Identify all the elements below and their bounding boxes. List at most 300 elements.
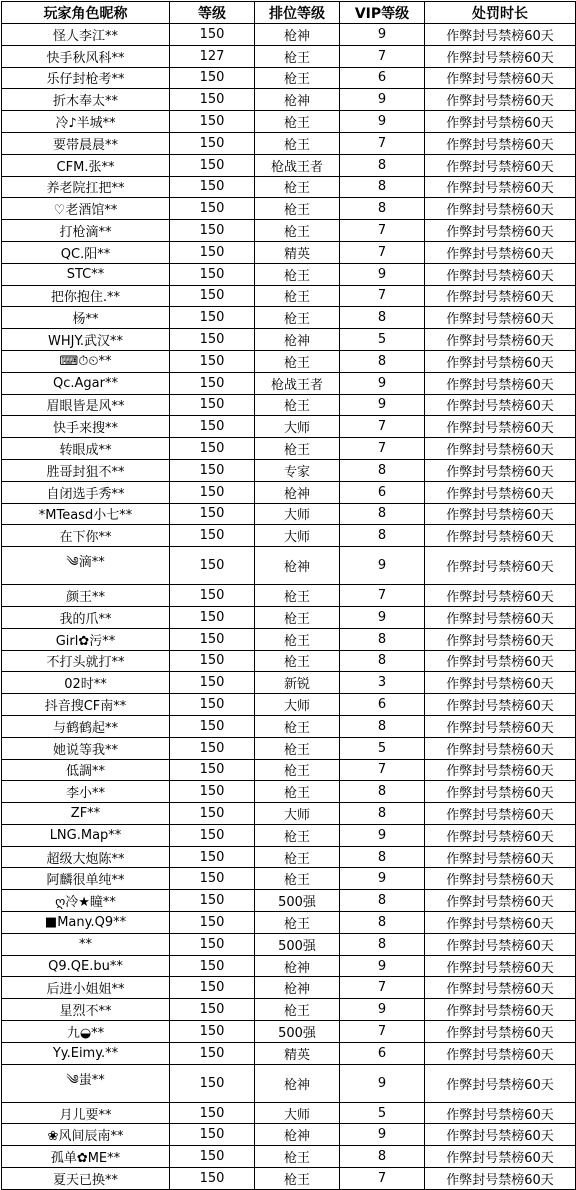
cell-level: 150 bbox=[170, 111, 255, 133]
cell-level: 150 bbox=[170, 650, 255, 672]
cell-level: 150 bbox=[170, 1102, 255, 1124]
cell-rank: 枪神 bbox=[255, 329, 340, 351]
cell-level: 150 bbox=[170, 868, 255, 890]
table-row bbox=[2, 999, 576, 1021]
cell-nickname: ** bbox=[2, 933, 170, 955]
cell-vip: 9 bbox=[340, 372, 425, 394]
cell-level: 150 bbox=[170, 606, 255, 628]
table-row bbox=[2, 154, 576, 176]
cell-vip: 9 bbox=[340, 111, 425, 133]
cell-nickname: 冷♪半城** bbox=[2, 111, 170, 133]
cell-penalty: 作弊封号禁榜60天 bbox=[425, 176, 576, 198]
cell-nickname: 阿麟很单纯** bbox=[2, 868, 170, 890]
cell-penalty: 作弊封号禁榜60天 bbox=[425, 803, 576, 825]
cell-rank: 枪王 bbox=[255, 132, 340, 154]
table-row bbox=[2, 394, 576, 416]
cell-vip: 9 bbox=[340, 24, 425, 46]
cell-level: 150 bbox=[170, 220, 255, 242]
cell-level: 150 bbox=[170, 977, 255, 999]
cell-rank: 精英 bbox=[255, 241, 340, 263]
table-row bbox=[2, 846, 576, 868]
cell-vip: 7 bbox=[340, 45, 425, 67]
cell-rank: 枪王 bbox=[255, 737, 340, 759]
cell-penalty: 作弊封号禁榜60天 bbox=[425, 307, 576, 329]
table-row bbox=[2, 89, 576, 111]
cell-nickname: 杨** bbox=[2, 307, 170, 329]
cell-nickname: Q9.QE.bu** bbox=[2, 955, 170, 977]
cell-penalty: 作弊封号禁榜60天 bbox=[425, 24, 576, 46]
cell-penalty: 作弊封号禁榜60天 bbox=[425, 890, 576, 912]
cell-nickname: CFM.张** bbox=[2, 154, 170, 176]
cell-rank: 大师 bbox=[255, 416, 340, 438]
cell-rank: 枪王 bbox=[255, 198, 340, 220]
cell-level: 150 bbox=[170, 715, 255, 737]
cell-nickname: Yy.Eimy.** bbox=[2, 1042, 170, 1064]
cell-rank: 枪战王者 bbox=[255, 154, 340, 176]
cell-level: 150 bbox=[170, 67, 255, 89]
cell-vip: 8 bbox=[340, 933, 425, 955]
cell-rank: 枪王 bbox=[255, 307, 340, 329]
cell-penalty: 作弊封号禁榜60天 bbox=[425, 977, 576, 999]
cell-vip: 8 bbox=[340, 1146, 425, 1168]
cell-vip: 6 bbox=[340, 67, 425, 89]
cell-nickname: 快手来搜** bbox=[2, 416, 170, 438]
cell-level: 150 bbox=[170, 890, 255, 912]
cell-nickname: 要帯晨晨** bbox=[2, 132, 170, 154]
cell-vip: 8 bbox=[340, 176, 425, 198]
header-nickname: 玩家角色昵称 bbox=[2, 2, 170, 24]
cell-nickname: 不打头就打** bbox=[2, 650, 170, 672]
cell-vip: 9 bbox=[340, 1124, 425, 1146]
cell-vip: 5 bbox=[340, 329, 425, 351]
table-row bbox=[2, 759, 576, 781]
cell-level: 127 bbox=[170, 45, 255, 67]
cell-vip: 8 bbox=[340, 781, 425, 803]
cell-rank: 500强 bbox=[255, 1021, 340, 1043]
table-row bbox=[2, 350, 576, 372]
cell-rank: 枪王 bbox=[255, 394, 340, 416]
header-vip: VIP等级 bbox=[340, 2, 425, 24]
cell-rank: 枪王 bbox=[255, 350, 340, 372]
cell-vip: 7 bbox=[340, 416, 425, 438]
table-row bbox=[2, 1021, 576, 1043]
cell-level: 150 bbox=[170, 1168, 255, 1190]
cell-vip: 7 bbox=[340, 438, 425, 460]
cell-penalty: 作弊封号禁榜60天 bbox=[425, 585, 576, 607]
cell-rank: 枪王 bbox=[255, 1168, 340, 1190]
cell-level: 150 bbox=[170, 933, 255, 955]
table-row bbox=[2, 307, 576, 329]
table-row bbox=[2, 1064, 576, 1102]
header-rank: 排位等级 bbox=[255, 2, 340, 24]
cell-nickname: ⌨⏱⏲** bbox=[2, 350, 170, 372]
cell-level: 150 bbox=[170, 694, 255, 716]
cell-rank: 枪神 bbox=[255, 977, 340, 999]
cell-rank: 枪王 bbox=[255, 628, 340, 650]
cell-level: 150 bbox=[170, 1124, 255, 1146]
cell-rank: 枪神 bbox=[255, 547, 340, 585]
cell-vip: 8 bbox=[340, 650, 425, 672]
cell-nickname: 快手秋风科** bbox=[2, 45, 170, 67]
table-row bbox=[2, 263, 576, 285]
cell-level: 150 bbox=[170, 329, 255, 351]
table-row bbox=[2, 694, 576, 716]
table-row bbox=[2, 737, 576, 759]
cell-penalty: 作弊封号禁榜60天 bbox=[425, 737, 576, 759]
cell-level: 150 bbox=[170, 459, 255, 481]
cell-vip: 8 bbox=[340, 890, 425, 912]
cell-rank: 枪王 bbox=[255, 176, 340, 198]
cell-vip: 9 bbox=[340, 955, 425, 977]
table-row bbox=[2, 868, 576, 890]
cell-nickname: 胜哥封狙不** bbox=[2, 459, 170, 481]
cell-level: 150 bbox=[170, 824, 255, 846]
cell-penalty: 作弊封号禁榜60天 bbox=[425, 759, 576, 781]
cell-nickname: Girl✿污** bbox=[2, 628, 170, 650]
cell-level: 150 bbox=[170, 803, 255, 825]
cell-vip: 8 bbox=[340, 715, 425, 737]
cell-rank: 枪王 bbox=[255, 999, 340, 1021]
cell-nickname: 我的爪** bbox=[2, 606, 170, 628]
cell-penalty: 作弊封号禁榜60天 bbox=[425, 481, 576, 503]
cell-nickname: 超级大炮陈** bbox=[2, 846, 170, 868]
table-row bbox=[2, 176, 576, 198]
cell-penalty: 作弊封号禁榜60天 bbox=[425, 1146, 576, 1168]
cell-level: 150 bbox=[170, 759, 255, 781]
cell-penalty: 作弊封号禁榜60天 bbox=[425, 372, 576, 394]
cell-vip: 9 bbox=[340, 606, 425, 628]
table-row bbox=[2, 585, 576, 607]
cell-level: 150 bbox=[170, 350, 255, 372]
cell-level: 150 bbox=[170, 394, 255, 416]
cell-rank: 枪王 bbox=[255, 220, 340, 242]
cell-vip: 3 bbox=[340, 672, 425, 694]
cell-rank: 500强 bbox=[255, 890, 340, 912]
ban-list-table bbox=[1, 1, 576, 1190]
table-row bbox=[2, 1168, 576, 1190]
cell-nickname: 夏天已换** bbox=[2, 1168, 170, 1190]
cell-rank: 专家 bbox=[255, 459, 340, 481]
cell-vip: 8 bbox=[340, 154, 425, 176]
table-row bbox=[2, 977, 576, 999]
cell-vip: 7 bbox=[340, 1168, 425, 1190]
cell-nickname: 自闭选手秀** bbox=[2, 481, 170, 503]
cell-rank: 枪王 bbox=[255, 285, 340, 307]
cell-nickname: STC** bbox=[2, 263, 170, 285]
table-row bbox=[2, 241, 576, 263]
cell-rank: 枪王 bbox=[255, 606, 340, 628]
cell-penalty: 作弊封号禁榜60天 bbox=[425, 154, 576, 176]
header-level: 等级 bbox=[170, 2, 255, 24]
cell-vip: 7 bbox=[340, 285, 425, 307]
cell-vip: 7 bbox=[340, 241, 425, 263]
table-row bbox=[2, 1146, 576, 1168]
table-row bbox=[2, 912, 576, 934]
cell-vip: 6 bbox=[340, 1042, 425, 1064]
cell-penalty: 作弊封号禁榜60天 bbox=[425, 868, 576, 890]
cell-penalty: 作弊封号禁榜60天 bbox=[425, 1168, 576, 1190]
cell-vip: 8 bbox=[340, 628, 425, 650]
cell-level: 150 bbox=[170, 1042, 255, 1064]
cell-vip: 7 bbox=[340, 759, 425, 781]
cell-level: 150 bbox=[170, 372, 255, 394]
table-row bbox=[2, 24, 576, 46]
cell-level: 150 bbox=[170, 132, 255, 154]
cell-penalty: 作弊封号禁榜60天 bbox=[425, 220, 576, 242]
cell-level: 150 bbox=[170, 781, 255, 803]
cell-penalty: 作弊封号禁榜60天 bbox=[425, 438, 576, 460]
cell-penalty: 作弊封号禁榜60天 bbox=[425, 1064, 576, 1102]
cell-rank: 枪王 bbox=[255, 45, 340, 67]
cell-level: 150 bbox=[170, 525, 255, 547]
cell-vip: 9 bbox=[340, 394, 425, 416]
cell-rank: 枪王 bbox=[255, 912, 340, 934]
cell-penalty: 作弊封号禁榜60天 bbox=[425, 824, 576, 846]
cell-vip: 7 bbox=[340, 132, 425, 154]
header-row bbox=[2, 2, 576, 24]
cell-level: 150 bbox=[170, 438, 255, 460]
table-row bbox=[2, 481, 576, 503]
table-row bbox=[2, 372, 576, 394]
cell-penalty: 作弊封号禁榜60天 bbox=[425, 650, 576, 672]
cell-rank: 枪王 bbox=[255, 438, 340, 460]
cell-penalty: 作弊封号禁榜60天 bbox=[425, 1124, 576, 1146]
cell-level: 150 bbox=[170, 263, 255, 285]
cell-level: 150 bbox=[170, 416, 255, 438]
cell-level: 150 bbox=[170, 307, 255, 329]
cell-rank: 枪王 bbox=[255, 111, 340, 133]
cell-nickname: 颜王** bbox=[2, 585, 170, 607]
cell-rank: 大师 bbox=[255, 1102, 340, 1124]
table-row bbox=[2, 715, 576, 737]
cell-nickname: 抖音搜CF南** bbox=[2, 694, 170, 716]
cell-vip: 7 bbox=[340, 977, 425, 999]
cell-rank: 枪神 bbox=[255, 1064, 340, 1102]
cell-rank: 大师 bbox=[255, 503, 340, 525]
cell-rank: 枪神 bbox=[255, 24, 340, 46]
cell-vip: 8 bbox=[340, 803, 425, 825]
cell-nickname: ■Many.Q9** bbox=[2, 912, 170, 934]
cell-nickname: *MTeasd小七** bbox=[2, 503, 170, 525]
table-row bbox=[2, 132, 576, 154]
cell-level: 150 bbox=[170, 585, 255, 607]
cell-vip: 9 bbox=[340, 263, 425, 285]
cell-nickname: 乐仔封枪考** bbox=[2, 67, 170, 89]
cell-penalty: 作弊封号禁榜60天 bbox=[425, 67, 576, 89]
cell-penalty: 作弊封号禁榜60天 bbox=[425, 933, 576, 955]
cell-penalty: 作弊封号禁榜60天 bbox=[425, 715, 576, 737]
cell-level: 150 bbox=[170, 547, 255, 585]
cell-level: 150 bbox=[170, 1064, 255, 1102]
cell-vip: 8 bbox=[340, 198, 425, 220]
table-row bbox=[2, 416, 576, 438]
cell-nickname: ❀风间辰南** bbox=[2, 1124, 170, 1146]
cell-level: 150 bbox=[170, 176, 255, 198]
cell-vip: 9 bbox=[340, 547, 425, 585]
cell-rank: 枪王 bbox=[255, 1146, 340, 1168]
cell-nickname: ༄滴** bbox=[2, 547, 170, 585]
cell-nickname: 眉眼皆是风** bbox=[2, 394, 170, 416]
cell-vip: 9 bbox=[340, 824, 425, 846]
cell-penalty: 作弊封号禁榜60天 bbox=[425, 394, 576, 416]
cell-vip: 8 bbox=[340, 846, 425, 868]
cell-nickname: 养老院扛把** bbox=[2, 176, 170, 198]
cell-vip: 9 bbox=[340, 868, 425, 890]
cell-nickname: 李小** bbox=[2, 781, 170, 803]
cell-vip: 7 bbox=[340, 585, 425, 607]
cell-penalty: 作弊封号禁榜60天 bbox=[425, 263, 576, 285]
header-penalty: 处罚时长 bbox=[425, 2, 576, 24]
table-row bbox=[2, 933, 576, 955]
cell-rank: 枪王 bbox=[255, 824, 340, 846]
cell-nickname: ZF** bbox=[2, 803, 170, 825]
table-row bbox=[2, 650, 576, 672]
cell-nickname: 转眼成** bbox=[2, 438, 170, 460]
table-row bbox=[2, 285, 576, 307]
cell-penalty: 作弊封号禁榜60天 bbox=[425, 525, 576, 547]
cell-level: 150 bbox=[170, 89, 255, 111]
cell-nickname: WHJY.武汉** bbox=[2, 329, 170, 351]
cell-nickname: 打枪滴** bbox=[2, 220, 170, 242]
cell-penalty: 作弊封号禁榜60天 bbox=[425, 285, 576, 307]
cell-rank: 精英 bbox=[255, 1042, 340, 1064]
cell-vip: 8 bbox=[340, 503, 425, 525]
table-row bbox=[2, 547, 576, 585]
cell-penalty: 作弊封号禁榜60天 bbox=[425, 628, 576, 650]
cell-nickname: 折木奉太** bbox=[2, 89, 170, 111]
cell-rank: 枪神 bbox=[255, 89, 340, 111]
cell-penalty: 作弊封号禁榜60天 bbox=[425, 672, 576, 694]
table-row bbox=[2, 628, 576, 650]
cell-penalty: 作弊封号禁榜60天 bbox=[425, 45, 576, 67]
cell-level: 150 bbox=[170, 198, 255, 220]
cell-rank: 大师 bbox=[255, 525, 340, 547]
table-row bbox=[2, 67, 576, 89]
cell-rank: 枪王 bbox=[255, 585, 340, 607]
cell-level: 150 bbox=[170, 241, 255, 263]
cell-penalty: 作弊封号禁榜60天 bbox=[425, 912, 576, 934]
cell-rank: 枪王 bbox=[255, 715, 340, 737]
cell-rank: 枪王 bbox=[255, 868, 340, 890]
cell-rank: 枪神 bbox=[255, 955, 340, 977]
cell-nickname: 月儿要** bbox=[2, 1102, 170, 1124]
cell-penalty: 作弊封号禁榜60天 bbox=[425, 999, 576, 1021]
cell-level: 150 bbox=[170, 24, 255, 46]
table-row bbox=[2, 111, 576, 133]
cell-rank: 大师 bbox=[255, 803, 340, 825]
cell-nickname: 星烈不** bbox=[2, 999, 170, 1021]
cell-vip: 8 bbox=[340, 525, 425, 547]
cell-level: 150 bbox=[170, 285, 255, 307]
cell-rank: 新锐 bbox=[255, 672, 340, 694]
cell-level: 150 bbox=[170, 503, 255, 525]
table-row bbox=[2, 824, 576, 846]
cell-vip: 7 bbox=[340, 1021, 425, 1043]
table-row bbox=[2, 1124, 576, 1146]
cell-penalty: 作弊封号禁榜60天 bbox=[425, 459, 576, 481]
cell-nickname: 低調** bbox=[2, 759, 170, 781]
cell-penalty: 作弊封号禁榜60天 bbox=[425, 606, 576, 628]
cell-rank: 枪王 bbox=[255, 846, 340, 868]
cell-penalty: 作弊封号禁榜60天 bbox=[425, 1102, 576, 1124]
cell-vip: 8 bbox=[340, 307, 425, 329]
cell-nickname: ♡老酒馆** bbox=[2, 198, 170, 220]
cell-nickname: QC.阳** bbox=[2, 241, 170, 263]
table-row bbox=[2, 955, 576, 977]
cell-penalty: 作弊封号禁榜60天 bbox=[425, 846, 576, 868]
cell-rank: 枪神 bbox=[255, 1124, 340, 1146]
cell-rank: 枪神 bbox=[255, 481, 340, 503]
cell-penalty: 作弊封号禁榜60天 bbox=[425, 1021, 576, 1043]
cell-penalty: 作弊封号禁榜60天 bbox=[425, 1042, 576, 1064]
cell-nickname: 与鹤鹤起** bbox=[2, 715, 170, 737]
cell-penalty: 作弊封号禁榜60天 bbox=[425, 132, 576, 154]
cell-vip: 7 bbox=[340, 220, 425, 242]
table-row bbox=[2, 329, 576, 351]
table-row bbox=[2, 45, 576, 67]
cell-penalty: 作弊封号禁榜60天 bbox=[425, 329, 576, 351]
cell-level: 150 bbox=[170, 999, 255, 1021]
cell-rank: 500强 bbox=[255, 933, 340, 955]
cell-level: 150 bbox=[170, 955, 255, 977]
cell-penalty: 作弊封号禁榜60天 bbox=[425, 350, 576, 372]
cell-nickname: 九◒** bbox=[2, 1021, 170, 1043]
table-row bbox=[2, 525, 576, 547]
cell-level: 150 bbox=[170, 912, 255, 934]
cell-nickname: 02时** bbox=[2, 672, 170, 694]
cell-rank: 枪王 bbox=[255, 781, 340, 803]
cell-vip: 9 bbox=[340, 89, 425, 111]
cell-level: 150 bbox=[170, 672, 255, 694]
table-row bbox=[2, 606, 576, 628]
cell-vip: 5 bbox=[340, 737, 425, 759]
table-header bbox=[2, 2, 576, 24]
cell-vip: 8 bbox=[340, 459, 425, 481]
cell-vip: 9 bbox=[340, 999, 425, 1021]
cell-level: 150 bbox=[170, 1021, 255, 1043]
cell-penalty: 作弊封号禁榜60天 bbox=[425, 694, 576, 716]
table-row bbox=[2, 438, 576, 460]
table-row bbox=[2, 1102, 576, 1124]
cell-rank: 枪王 bbox=[255, 759, 340, 781]
cell-level: 150 bbox=[170, 481, 255, 503]
cell-level: 150 bbox=[170, 154, 255, 176]
table-row bbox=[2, 198, 576, 220]
cell-penalty: 作弊封号禁榜60天 bbox=[425, 111, 576, 133]
cell-nickname: LNG.Map** bbox=[2, 824, 170, 846]
cell-nickname: 她说等我** bbox=[2, 737, 170, 759]
cell-vip: 9 bbox=[340, 1064, 425, 1102]
cell-vip: 8 bbox=[340, 912, 425, 934]
cell-nickname: ღ冷★瞳** bbox=[2, 890, 170, 912]
table-row bbox=[2, 803, 576, 825]
cell-nickname: 怪人李江** bbox=[2, 24, 170, 46]
cell-level: 150 bbox=[170, 1146, 255, 1168]
table-row bbox=[2, 1042, 576, 1064]
cell-penalty: 作弊封号禁榜60天 bbox=[425, 89, 576, 111]
cell-vip: 6 bbox=[340, 694, 425, 716]
cell-penalty: 作弊封号禁榜60天 bbox=[425, 955, 576, 977]
cell-nickname: ༄蚩** bbox=[2, 1064, 170, 1102]
cell-vip: 8 bbox=[340, 350, 425, 372]
table-row bbox=[2, 890, 576, 912]
table-body bbox=[2, 24, 576, 1190]
cell-penalty: 作弊封号禁榜60天 bbox=[425, 241, 576, 263]
cell-level: 150 bbox=[170, 846, 255, 868]
cell-nickname: 后进小姐姐** bbox=[2, 977, 170, 999]
cell-nickname: Qc.Agar** bbox=[2, 372, 170, 394]
cell-vip: 5 bbox=[340, 1102, 425, 1124]
